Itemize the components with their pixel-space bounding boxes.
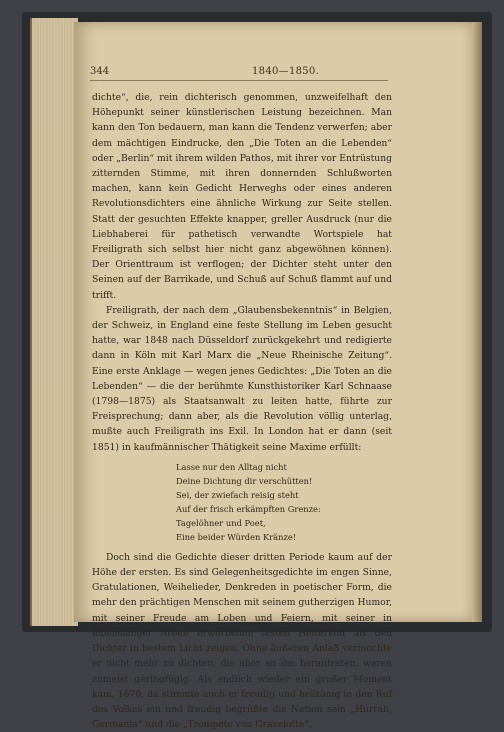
verse-line: Eine beider Würden Kränze! (176, 531, 297, 542)
page-stack (30, 18, 78, 626)
verse-line: Tagelöhner und Poet, (176, 517, 266, 528)
verse-line: Lasse nur den Alltag nicht (176, 461, 287, 472)
verse-line: Auf der frisch erkämpften Grenze: (176, 503, 321, 514)
paragraph: Freiligrath, der nach dem „Glaubensbekenntnis“ in Belgien, der Schweiz, in England eine feste Stellung im Leben gesucht hatte, war 1848 nach Düsseldorf zurückgekehrt und redigierte dann in Köln mit Karl Marx die „Neue Rheinische Zeitung“. Eine erste Anklage — wegen jenes Gedichtes: „Die Toten an die Lebenden“ — die der berühmte Kunsthistoriker Karl Schnaase (1798—1875) als Staatsanwalt zu leiten hatte, führte zur Freisprechung; dann aber, als die Revolution völlig unterlag, mußte auch Freiligrath ins Exil. In London hat er dann (seit 1851) in kaufmännischer Thätigkeit seine Maxime erfüllt: (92, 304, 392, 453)
page-text (92, 90, 392, 732)
paragraph: Doch sind die Gedichte dieser dritten Periode kaum auf der Höhe der ersten. Es sind Gelegenheitsgedichte im engen Sinne, Gratulationen, Weihelieder, Denkreden in poetischer Form, die mehr den prächtigen Menschen mit seinem gutherzigen Humor, mit seiner Freude am Loben und Feiern, mit seiner in lebenslanger Arbeit erworbenen festen Heiterkeit als den Dichter in bestem Licht zeigen. Ohne äußeren Anlaß vermochte er nicht mehr zu dichten; die aber an ihn herantraten, waren zumeist geringfügig. Als endlich wieder ein großer Moment kam, 1870, da stimmte auch er freudig und helltönig in den Ruf des Volkes ein und freudig begrüßte die Nation sein „Hurrah, Germania“ und die „Trompete von Gravelotte“, (92, 551, 392, 731)
page-right-edge (472, 22, 482, 622)
header-rule (90, 80, 388, 81)
verse-line: Deine Dichtung dir verschütten! (176, 475, 313, 486)
verse-quote (92, 460, 392, 544)
page-number: 344 (90, 66, 110, 77)
verse-line: Sei, der zwiefach reisig steht (176, 489, 299, 500)
running-head: 1840—1850. (252, 66, 320, 77)
paragraph: dichte“, die, rein dichterisch genommen, unzweifelhaft den Höhepunkt seiner künstlerischen Leistung bezeichnen. Man kann den Ton bedauern, man kann die Tendenz verwerfen; aber dem mächtigen Eindrucke, den „Die Toten an die Lebenden“ oder „Berlin“ mit ihrem wilden Pathos, mit ihrer vor Entrüstung zitternden Stimme, mit ihren donnernden Schlußworten machen, kann kein Gedicht Herweghs oder eines anderen Revolutionsdichters eine ähnliche Wirkung zur Seite stellen. Statt der gesuchten Effekte knapper, greller Ausdruck (nur die Liebhaberei für pathetisch verwandte Wortspiele hat Freiligrath sich selbst hier nicht ganz abgewöhnen können). Der Orienttraum ist verflogen; der Dichter steht unter den Seinen auf der Barrikade, und Schuß auf Schuß flammt auf und trifft. (92, 92, 392, 301)
